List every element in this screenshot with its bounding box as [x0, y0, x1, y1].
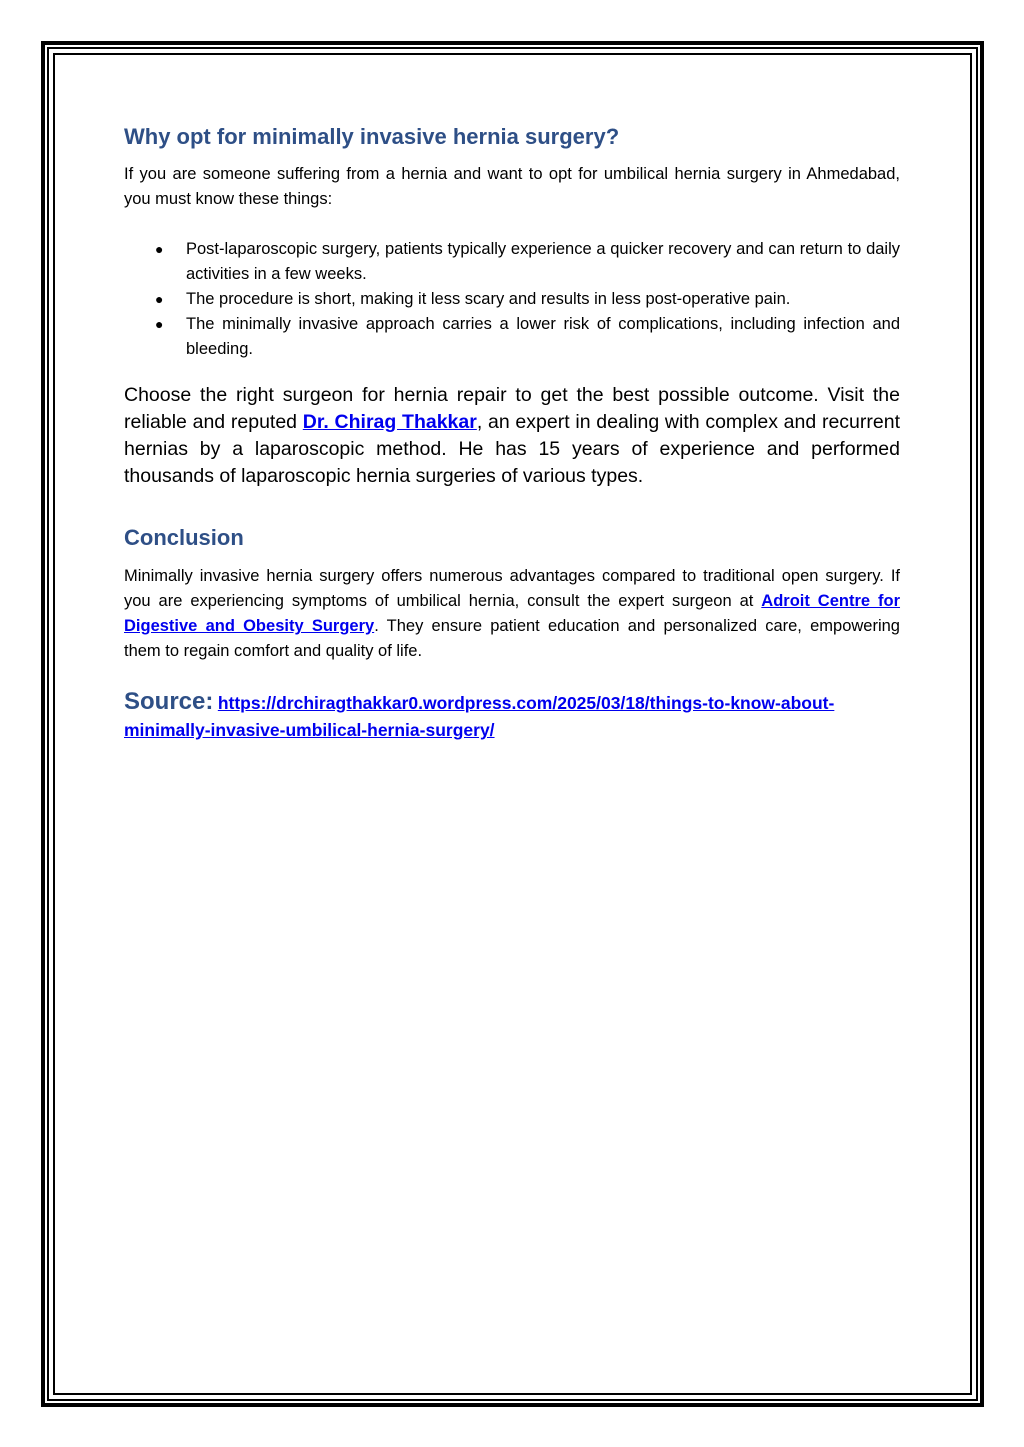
section-heading-conclusion: Conclusion — [124, 525, 244, 550]
intro-paragraph: If you are someone suffering from a hernia and want to opt for umbilical hernia surgery in Ahmedabad, you must know these things: — [124, 165, 900, 208]
surgeon-paragraph-text-start: Choose the right surgeon for hernia repair to get the best possible outcome. Visit the reliable and reputed — [124, 384, 900, 433]
bullet-icon: ● — [155, 241, 164, 257]
source-line — [124, 688, 900, 744]
section-heading-why: Why opt for minimally invasive hernia surgery? — [124, 124, 620, 149]
benefits-list — [124, 237, 900, 362]
source-link[interactable]: https://drchiragthakkar0.wordpress.com/2025/03/18/things-to-know-about-minimally-invasive-umbilical-hernia-surgery/ — [124, 693, 835, 740]
source-label: Source: — [124, 688, 214, 715]
bullet-icon: ● — [155, 316, 164, 332]
conclusion-paragraph — [124, 564, 900, 664]
document-content — [124, 122, 900, 744]
list-item-text: Post-laparoscopic surgery, patients typically experience a quicker recovery and can return to daily activities in a few weeks. — [186, 240, 900, 283]
list-item — [124, 237, 900, 287]
list-item — [124, 287, 900, 312]
adroit-centre-link[interactable]: Adroit Centre for Digestive and Obesity Surgery — [124, 592, 901, 635]
list-item — [124, 312, 900, 362]
bullet-icon: ● — [155, 291, 164, 307]
conclusion-text-start: Minimally invasive hernia surgery offers numerous advantages compared to traditional open surgery. If you are experiencing symptoms of umbilical hernia, consult the expert surgeon at — [124, 567, 900, 610]
conclusion-text-end: . They ensure patient education and personalized care, empowering them to regain comfort and quality of life. — [124, 617, 900, 660]
surgeon-paragraph — [124, 382, 900, 490]
list-item-text: The procedure is short, making it less scary and results in less post-operative pain. — [186, 290, 791, 308]
surgeon-link[interactable]: Dr. Chirag Thakkar — [302, 411, 477, 433]
surgeon-paragraph-text-end: , an expert in dealing with complex and recurrent hernias by a laparoscopic method. He has 15 years of experience and performed thousands of laparoscopic hernia surgeries of various types. — [124, 411, 900, 487]
list-item-text: The minimally invasive approach carries a lower risk of complications, including infection and bleeding. — [186, 315, 900, 358]
